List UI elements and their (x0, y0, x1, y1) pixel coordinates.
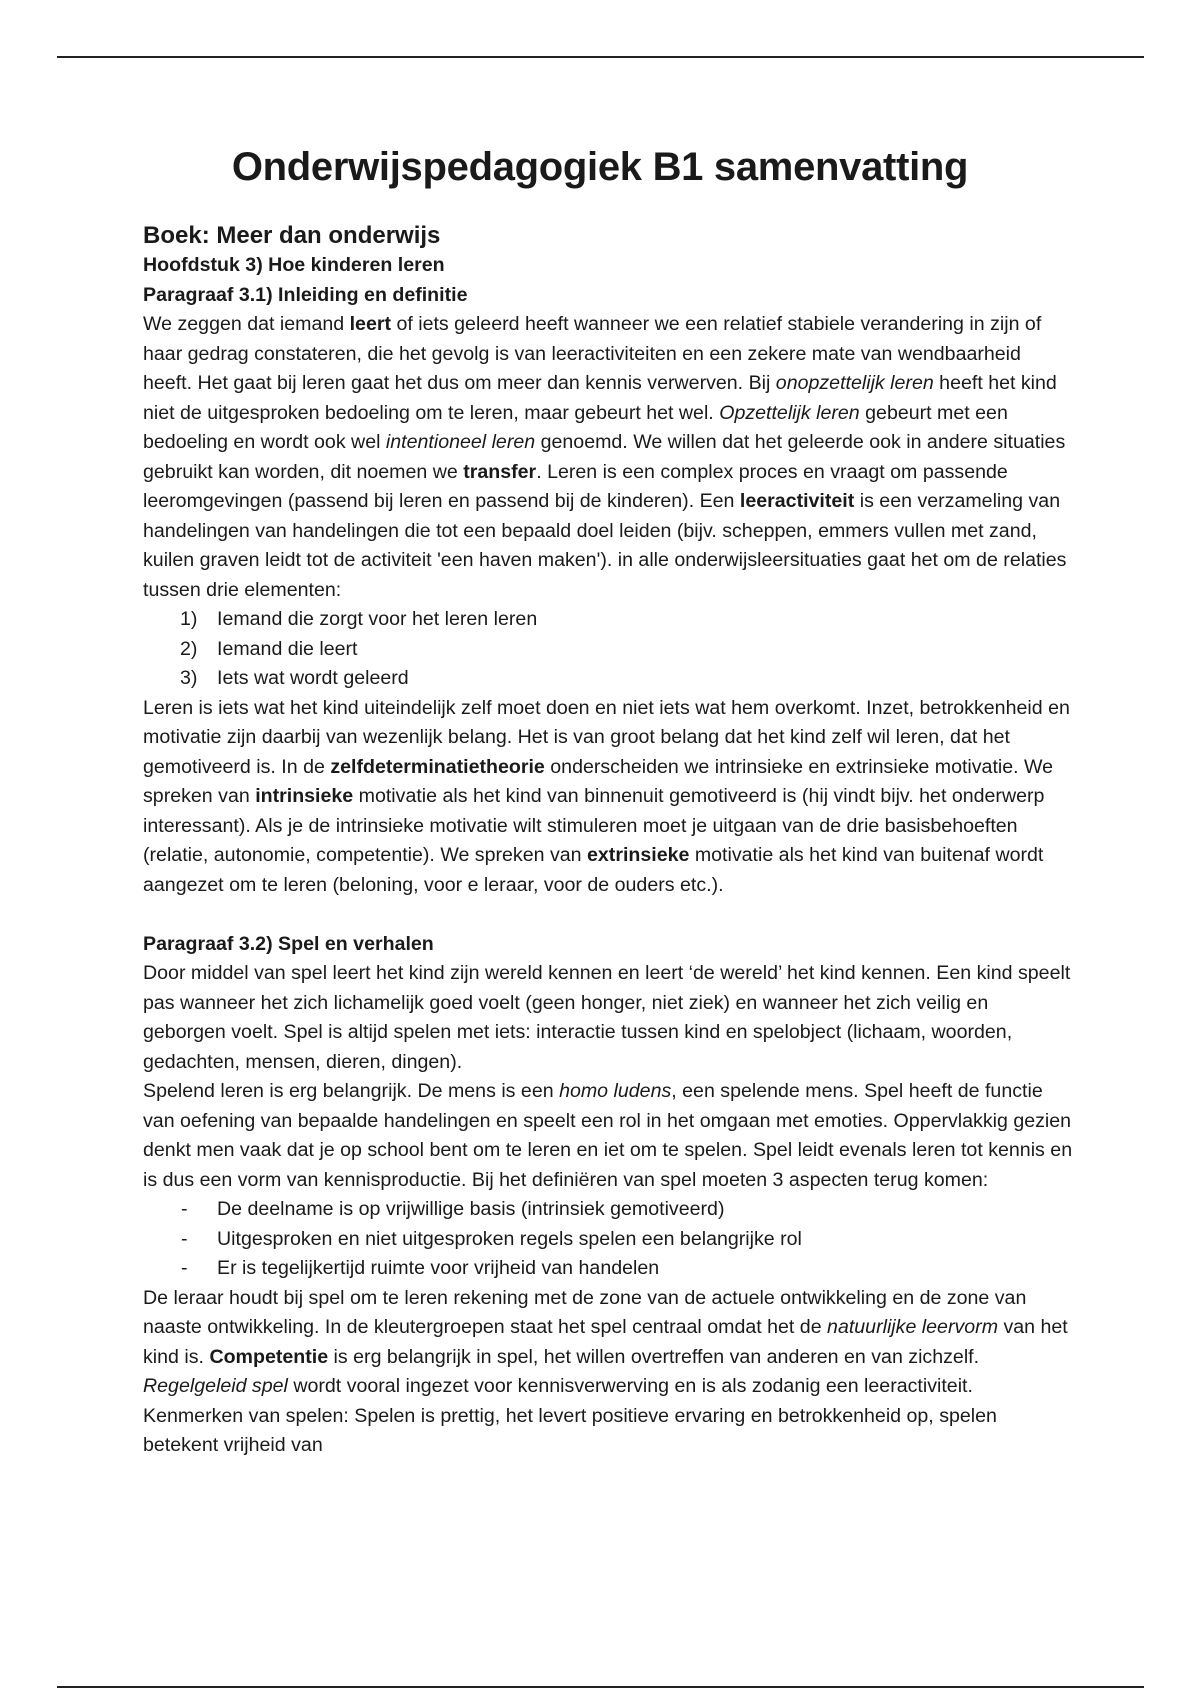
header-rule (57, 56, 1144, 58)
list-item: - Er is tegelijkertijd ruimte voor vrijheid van handelen (181, 1257, 660, 1279)
book-heading: Boek: Meer dan onderwijs (143, 222, 441, 249)
section-3-2-paragraph-2: Spelend leren is erg belangrijk. De mens is een homo ludens, een spelende mens. Spel heeft de functie van oefening van bepaalde handelingen en speelt een rol in het omgaan met emoties. Oppervlakkig gezien denkt men vaak dat je op school bent om te leren en iet om te spelen. Spel leidt evenals leren tot kennis en is dus een vorm van kennisproductie. Bij het definiëren van spel moeten 3 aspecten terug komen: (143, 1080, 1073, 1191)
term-intrinsieke: intrinsieke (255, 785, 354, 807)
chapter-heading: Hoofdstuk 3) Hoe kinderen leren (143, 254, 445, 276)
term-opzettelijk-leren: Opzettelijk leren (719, 401, 860, 424)
list-item: - De deelname is op vrijwillige basis (intrinsiek gemotiveerd) (181, 1198, 725, 1220)
list-item: 3) Iets wat wordt geleerd (180, 667, 409, 689)
term-natuurlijke-leervorm: natuurlijke leervorm (827, 1316, 999, 1338)
bullet-list (143, 1195, 1073, 1284)
section-3-1-paragraph-2: Leren is iets wat het kind uiteindelijk zelf moet doen en niet iets wat hem overkomt. Inzet, betrokkenheid en motivatie zijn daarbij van wezenlijk belang. Het is van groot belang dat het kind zelf wil leren, dat het gemotiveerd is. In de zelfdeterminatietheorie onderscheiden we intrinsieke en extrinsieke motivatie. We spreken van intrinsieke motivatie als het kind van binnenuit gemotiveerd is (hij vindt bijv. het onderwerp interessant). Als je de intrinsieke motivatie wilt stimuleren moet je uitgaan van de drie basisbehoeften (relatie, autonomie, competentie). We spreken van extrinsieke motivatie als het kind van buitenaf wordt aangezet om te leren (beloning, voor e leraar, voor de ouders etc.). (143, 696, 1070, 896)
list-item: 2) Iemand die leert (180, 637, 358, 660)
section-3-2-heading: Paragraaf 3.2) Spel en verhalen (143, 932, 434, 955)
term-zelfdeterminatietheorie: zelfdeterminatietheorie (330, 755, 545, 778)
term-competentie: Competentie (209, 1345, 329, 1368)
list-item: - Uitgesproken en niet uitgesproken regels spelen een belangrijke rol (181, 1227, 802, 1250)
list-item: 1) Iemand die zorgt voor het leren leren (180, 608, 538, 630)
page-title: Onderwijspedagogiek B1 samenvatting (231, 145, 969, 189)
section-3-1-paragraph-1: We zeggen dat iemand leert of iets geleerd heeft wanneer we een relatief stabiele verandering in zijn of haar gedrag constateren, die het gevolg is van leeractiviteiten en een zekere mate van wendbaarheid heeft. Het gaat bij leren gaat het dus om meer dan kennis verwerven. Bij onopzettelijk leren heeft het kind niet de uitgesproken bedoeling om te leren, maar gebeurt het wel. Opzettelijk leren gebeurt met een bedoeling en wordt ook wel intentioneel leren genoemd. We willen dat het geleerde ook in andere situaties gebruikt kan worden, dit noemen we transfer. Leren is een complex proces en vraagt om passende leeromgevingen (passend bij leren en passend bij de kinderen). Een leeractiviteit is een verzameling van handelingen van handelingen die tot een bepaald doel leiden (bijv. scheppen, emmers vullen met zand, kuilen graven leidt tot de activiteit 'een haven maken'). in alle onderwijsleersituaties gaat het om de relaties tussen drie elementen: (143, 313, 1067, 601)
term-transfer: transfer (463, 460, 537, 483)
paragraph-spacer (143, 900, 1073, 930)
term-leert: leert (349, 313, 391, 335)
section-3-2-paragraph-1: Door middel van spel leert het kind zijn wereld kennen en leert ‘de wereld’ het kind kennen. Een kind speelt pas wanneer het zich lichamelijk goed voelt (geen honger, niet ziek) en wanneer het zich veilig en geborgen voelt. Spel is altijd spelen met iets: interactie tussen kind en spelobject (lichaam, woorden, gedachten, mensen, dieren, dingen). (143, 962, 1071, 1073)
term-homo-ludens: homo ludens (559, 1080, 672, 1102)
section-3-2-paragraph-3: De leraar houdt bij spel om te leren rekening met de zone van de actuele ontwikkeling en de zone van naaste ontwikkeling. In de kleutergroepen staat het spel centraal omdat het de natuurlijke leervorm van het kind is. Competentie is erg belangrijk in spel, het willen overtreffen van anderen en van zichzelf. Regelgeleid spel wordt vooral ingezet voor kennisverwerving en is als zodanig een leeractiviteit. Kenmerken van spelen: Spelen is prettig, het levert positieve ervaring en betrokkenheid op, spelen betekent vrijheid van (143, 1286, 1068, 1456)
term-onopzettelijk-leren: onopzettelijk leren (775, 372, 934, 394)
numbered-list (143, 605, 1073, 694)
term-leeractiviteit: leeractiviteit (739, 490, 855, 512)
term-extrinsieke: extrinsieke (587, 844, 690, 866)
document-body (143, 220, 1073, 1461)
term-intentioneel-leren: intentioneel leren (385, 431, 536, 453)
footer-rule (57, 1686, 1144, 1688)
section-3-1-heading: Paragraaf 3.1) Inleiding en definitie (143, 283, 468, 306)
term-regelgeleid-spel: Regelgeleid spel (143, 1375, 288, 1397)
